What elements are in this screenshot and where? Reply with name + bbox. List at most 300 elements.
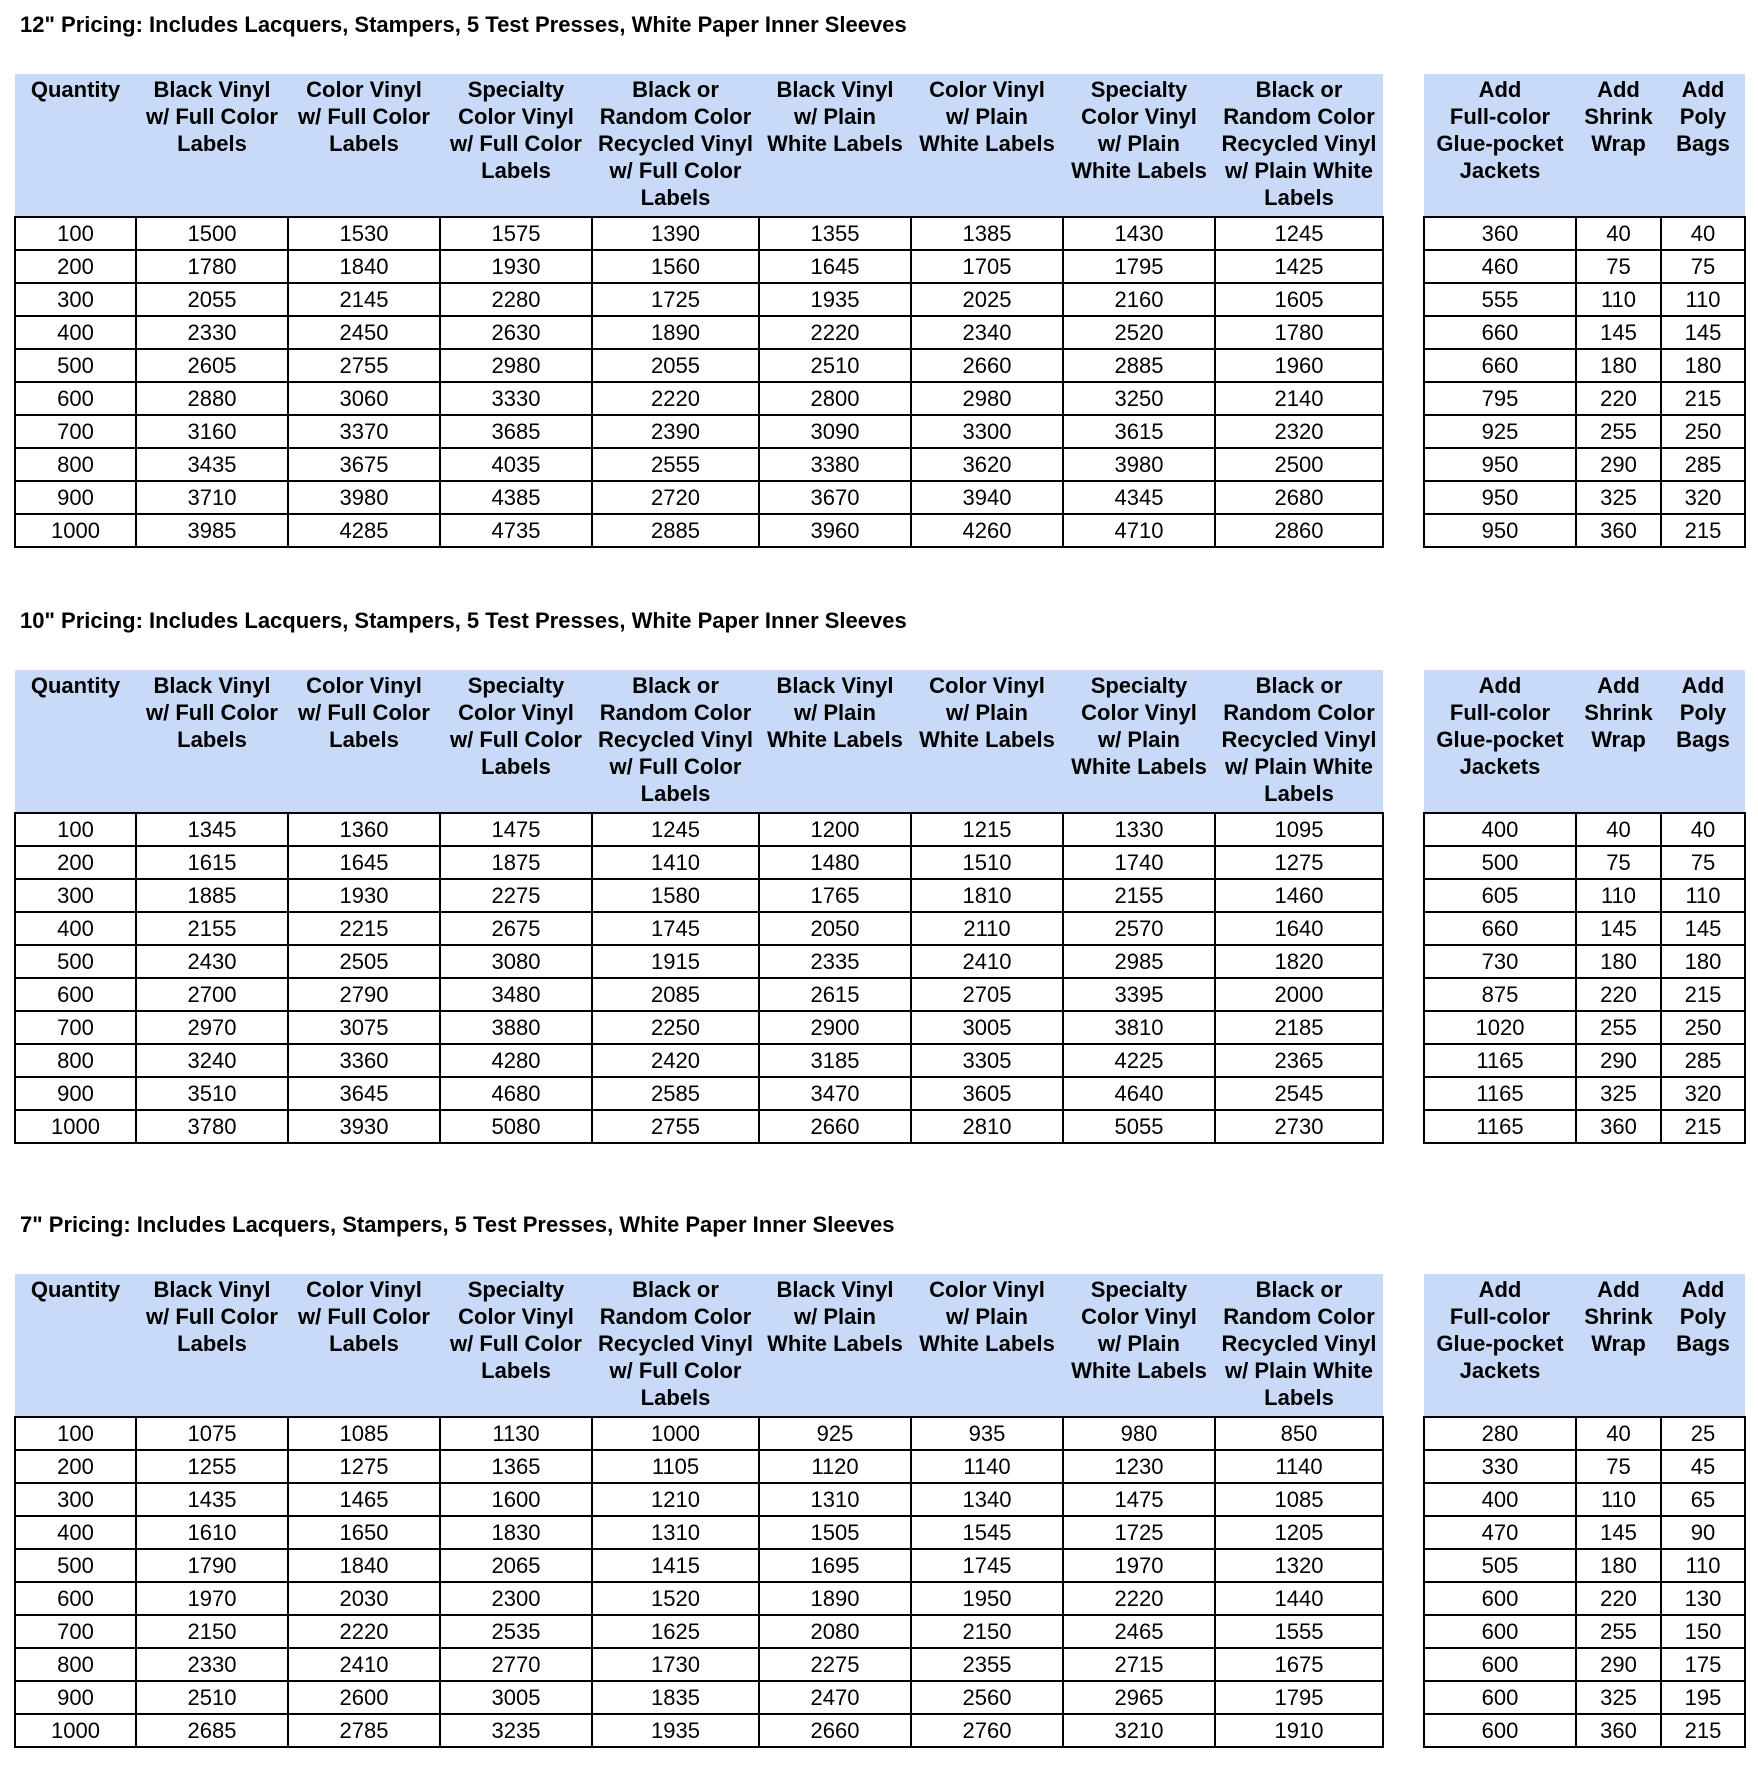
table-cell: 1210	[592, 1483, 759, 1516]
table-row	[1424, 283, 1745, 316]
table-cell: 2220	[1063, 1582, 1215, 1615]
table-row	[15, 283, 1383, 316]
table-cell: 1460	[1215, 879, 1383, 912]
table-row	[15, 813, 1383, 846]
table-cell: 1165	[1424, 1077, 1576, 1110]
table-cell: 3300	[911, 415, 1063, 448]
table-cell: 555	[1424, 283, 1576, 316]
table-cell: 280	[1424, 1417, 1576, 1450]
table-row	[15, 1044, 1383, 1077]
table-cell: 3480	[440, 978, 592, 1011]
table-cell: 400	[1424, 1483, 1576, 1516]
table-row	[1424, 1582, 1745, 1615]
table-cell: 2520	[1063, 316, 1215, 349]
table-row	[1424, 448, 1745, 481]
table-cell: 40	[1661, 217, 1745, 250]
table-row	[15, 945, 1383, 978]
table-cell: 660	[1424, 912, 1576, 945]
table-cell: 600	[15, 1582, 136, 1615]
column-header: Black Vinyl w/ Plain White Labels	[759, 74, 911, 217]
table-cell: 1430	[1063, 217, 1215, 250]
column-header: Black or Random Color Recycled Vinyl w/ Full Color Labels	[592, 1274, 759, 1417]
table-cell: 1255	[136, 1450, 288, 1483]
table-cell: 255	[1576, 415, 1661, 448]
table-cell: 2220	[288, 1615, 440, 1648]
table-cell: 200	[15, 846, 136, 879]
table-cell: 215	[1661, 978, 1745, 1011]
table-cell: 1310	[759, 1483, 911, 1516]
column-header: Add Shrink Wrap	[1576, 670, 1661, 813]
table-cell: 1640	[1215, 912, 1383, 945]
table-cell: 300	[15, 879, 136, 912]
table-cell: 1795	[1063, 250, 1215, 283]
table-cell: 1745	[592, 912, 759, 945]
table-cell: 2700	[136, 978, 288, 1011]
table-cell: 3810	[1063, 1011, 1215, 1044]
table-cell: 1000	[592, 1417, 759, 1450]
table-cell: 700	[15, 1615, 136, 1648]
table-cell: 2500	[1215, 448, 1383, 481]
table-cell: 2065	[440, 1549, 592, 1582]
addons-table	[1423, 1274, 1746, 1748]
table-cell: 75	[1576, 846, 1661, 879]
addons-table	[1423, 670, 1746, 1144]
table-cell: 3080	[440, 945, 592, 978]
table-cell: 40	[1576, 813, 1661, 846]
table-cell: 2055	[136, 283, 288, 316]
table-cell: 2085	[592, 978, 759, 1011]
table-cell: 4680	[440, 1077, 592, 1110]
table-cell: 215	[1661, 1714, 1745, 1747]
column-header: Add Full-color Glue-pocket Jackets	[1424, 74, 1576, 217]
table-cell: 150	[1661, 1615, 1745, 1648]
header-row	[15, 74, 1383, 217]
table-cell: 2630	[440, 316, 592, 349]
table-cell: 2450	[288, 316, 440, 349]
table-cell: 875	[1424, 978, 1576, 1011]
table-cell: 3985	[136, 514, 288, 547]
table-cell: 2680	[1215, 481, 1383, 514]
table-row	[1424, 1077, 1745, 1110]
table-row	[15, 1483, 1383, 1516]
table-cell: 1385	[911, 217, 1063, 250]
column-header: Specialty Color Vinyl w/ Full Color Labels	[440, 1274, 592, 1417]
table-cell: 1140	[1215, 1450, 1383, 1483]
table-cell: 2660	[759, 1110, 911, 1143]
table-cell: 1390	[592, 217, 759, 250]
table-row	[1424, 1417, 1745, 1450]
table-cell: 2185	[1215, 1011, 1383, 1044]
table-cell: 1810	[911, 879, 1063, 912]
table-cell: 605	[1424, 879, 1576, 912]
table-row	[1424, 250, 1745, 283]
table-cell: 2560	[911, 1681, 1063, 1714]
table-cell: 1505	[759, 1516, 911, 1549]
table-cell: 1645	[288, 846, 440, 879]
table-cell: 3930	[288, 1110, 440, 1143]
table-cell: 4280	[440, 1044, 592, 1077]
table-cell: 1555	[1215, 1615, 1383, 1648]
table-row	[1424, 1648, 1745, 1681]
table-cell: 800	[15, 1648, 136, 1681]
table-cell: 400	[15, 1516, 136, 1549]
table-row	[1424, 978, 1745, 1011]
table-cell: 935	[911, 1417, 1063, 1450]
table-row	[15, 448, 1383, 481]
table-cell: 90	[1661, 1516, 1745, 1549]
header-row	[1424, 1274, 1745, 1417]
table-cell: 285	[1661, 1044, 1745, 1077]
table-cell: 2790	[288, 978, 440, 1011]
table-cell: 145	[1661, 316, 1745, 349]
table-row	[1424, 514, 1745, 547]
column-header: Color Vinyl w/ Plain White Labels	[911, 1274, 1063, 1417]
table-cell: 2685	[136, 1714, 288, 1747]
table-cell: 1440	[1215, 1582, 1383, 1615]
table-cell: 110	[1576, 1483, 1661, 1516]
table-cell: 3060	[288, 382, 440, 415]
table-row	[15, 912, 1383, 945]
table-cell: 2300	[440, 1582, 592, 1615]
table-cell: 180	[1576, 349, 1661, 382]
table-row	[1424, 912, 1745, 945]
table-cell: 2355	[911, 1648, 1063, 1681]
table-cell: 2810	[911, 1110, 1063, 1143]
table-cell: 360	[1424, 217, 1576, 250]
table-cell: 2715	[1063, 1648, 1215, 1681]
table-cell: 1875	[440, 846, 592, 879]
column-header: Color Vinyl w/ Full Color Labels	[288, 670, 440, 813]
column-header: Black Vinyl w/ Full Color Labels	[136, 670, 288, 813]
table-cell: 5055	[1063, 1110, 1215, 1143]
table-cell: 1890	[592, 316, 759, 349]
table-cell: 1020	[1424, 1011, 1576, 1044]
table-cell: 500	[15, 945, 136, 978]
table-cell: 3620	[911, 448, 1063, 481]
table-cell: 285	[1661, 448, 1745, 481]
table-cell: 1130	[440, 1417, 592, 1450]
header-row	[1424, 670, 1745, 813]
table-cell: 1245	[1215, 217, 1383, 250]
table-cell: 3980	[1063, 448, 1215, 481]
column-header: Quantity	[15, 670, 136, 813]
table-cell: 3980	[288, 481, 440, 514]
table-cell: 75	[1661, 846, 1745, 879]
table-cell: 2430	[136, 945, 288, 978]
table-cell: 2050	[759, 912, 911, 945]
column-header: Add Full-color Glue-pocket Jackets	[1424, 670, 1576, 813]
table-cell: 360	[1576, 1714, 1661, 1747]
table-cell: 290	[1576, 1648, 1661, 1681]
table-cell: 660	[1424, 316, 1576, 349]
table-cell: 1625	[592, 1615, 759, 1648]
table-row	[1424, 481, 1745, 514]
column-header: Quantity	[15, 1274, 136, 1417]
table-cell: 2570	[1063, 912, 1215, 945]
table-cell: 65	[1661, 1483, 1745, 1516]
table-row	[15, 1450, 1383, 1483]
table-cell: 2510	[759, 349, 911, 382]
table-cell: 2510	[136, 1681, 288, 1714]
table-cell: 3160	[136, 415, 288, 448]
table-cell: 1725	[1063, 1516, 1215, 1549]
table-cell: 3670	[759, 481, 911, 514]
column-header: Black Vinyl w/ Plain White Labels	[759, 1274, 911, 1417]
column-header: Color Vinyl w/ Plain White Labels	[911, 74, 1063, 217]
column-header: Add Poly Bags	[1661, 1274, 1745, 1417]
table-cell: 1000	[15, 1110, 136, 1143]
table-cell: 215	[1661, 514, 1745, 547]
column-header: Specialty Color Vinyl w/ Plain White Labels	[1063, 1274, 1215, 1417]
table-cell: 220	[1576, 1582, 1661, 1615]
table-cell: 1165	[1424, 1044, 1576, 1077]
table-cell: 1915	[592, 945, 759, 978]
table-cell: 2755	[592, 1110, 759, 1143]
table-cell: 250	[1661, 1011, 1745, 1044]
table-cell: 3305	[911, 1044, 1063, 1077]
table-cell: 1095	[1215, 813, 1383, 846]
pricing-table	[14, 74, 1384, 548]
table-cell: 255	[1576, 1615, 1661, 1648]
table-cell: 2675	[440, 912, 592, 945]
table-cell: 1410	[592, 846, 759, 879]
table-cell: 1725	[592, 283, 759, 316]
table-cell: 1000	[15, 1714, 136, 1747]
table-cell: 2150	[136, 1615, 288, 1648]
table-cell: 4260	[911, 514, 1063, 547]
column-header: Add Shrink Wrap	[1576, 1274, 1661, 1417]
pricing-table	[14, 670, 1384, 1144]
table-cell: 320	[1661, 481, 1745, 514]
table-cell: 700	[15, 1011, 136, 1044]
table-cell: 2505	[288, 945, 440, 978]
table-cell: 2155	[136, 912, 288, 945]
table-cell: 2215	[288, 912, 440, 945]
table-cell: 1820	[1215, 945, 1383, 978]
section-title: 10" Pricing: Includes Lacquers, Stampers, 5 Test Presses, White Paper Inner Sleeves	[20, 608, 907, 633]
table-cell: 3880	[440, 1011, 592, 1044]
table-cell: 1970	[1063, 1549, 1215, 1582]
table-cell: 600	[1424, 1681, 1576, 1714]
table-cell: 2145	[288, 283, 440, 316]
column-header: Color Vinyl w/ Full Color Labels	[288, 1274, 440, 1417]
table-cell: 100	[15, 813, 136, 846]
table-cell: 1930	[440, 250, 592, 283]
table-cell: 145	[1576, 1516, 1661, 1549]
column-header: Specialty Color Vinyl w/ Full Color Labels	[440, 670, 592, 813]
table-cell: 320	[1661, 1077, 1745, 1110]
table-cell: 2900	[759, 1011, 911, 1044]
header-row	[15, 670, 1383, 813]
table-cell: 1480	[759, 846, 911, 879]
table-cell: 4735	[440, 514, 592, 547]
table-cell: 1650	[288, 1516, 440, 1549]
table-row	[15, 1615, 1383, 1648]
table-cell: 400	[1424, 813, 1576, 846]
table-cell: 4385	[440, 481, 592, 514]
table-cell: 1465	[288, 1483, 440, 1516]
table-cell: 180	[1576, 945, 1661, 978]
table-cell: 1105	[592, 1450, 759, 1483]
table-cell: 2760	[911, 1714, 1063, 1747]
table-row	[15, 879, 1383, 912]
table-row	[1424, 316, 1745, 349]
table-cell: 2365	[1215, 1044, 1383, 1077]
table-cell: 100	[15, 1417, 136, 1450]
table-cell: 2280	[440, 283, 592, 316]
table-cell: 3380	[759, 448, 911, 481]
table-cell: 2985	[1063, 945, 1215, 978]
table-cell: 1950	[911, 1582, 1063, 1615]
table-cell: 2555	[592, 448, 759, 481]
table-cell: 2410	[288, 1648, 440, 1681]
table-cell: 200	[15, 250, 136, 283]
table-row	[15, 1648, 1383, 1681]
table-cell: 4035	[440, 448, 592, 481]
table-cell: 1745	[911, 1549, 1063, 1582]
table-cell: 900	[15, 1681, 136, 1714]
table-cell: 1330	[1063, 813, 1215, 846]
table-cell: 3330	[440, 382, 592, 415]
table-cell: 215	[1661, 382, 1745, 415]
table-cell: 3780	[136, 1110, 288, 1143]
table-cell: 1890	[759, 1582, 911, 1615]
column-header: Add Shrink Wrap	[1576, 74, 1661, 217]
column-header: Specialty Color Vinyl w/ Plain White Labels	[1063, 74, 1215, 217]
table-cell: 1000	[15, 514, 136, 547]
table-cell: 1205	[1215, 1516, 1383, 1549]
table-cell: 3075	[288, 1011, 440, 1044]
table-cell: 3090	[759, 415, 911, 448]
table-cell: 200	[15, 1450, 136, 1483]
table-cell: 110	[1661, 283, 1745, 316]
table-cell: 2080	[759, 1615, 911, 1648]
table-cell: 195	[1661, 1681, 1745, 1714]
table-cell: 2880	[136, 382, 288, 415]
section-title: 12" Pricing: Includes Lacquers, Stampers, 5 Test Presses, White Paper Inner Sleeves	[20, 12, 907, 37]
table-row	[1424, 217, 1745, 250]
table-cell: 215	[1661, 1110, 1745, 1143]
table-cell: 2220	[759, 316, 911, 349]
table-cell: 3685	[440, 415, 592, 448]
table-cell: 900	[15, 1077, 136, 1110]
table-cell: 1360	[288, 813, 440, 846]
column-header: Add Poly Bags	[1661, 74, 1745, 217]
table-cell: 1830	[440, 1516, 592, 1549]
table-cell: 360	[1576, 514, 1661, 547]
table-cell: 1415	[592, 1549, 759, 1582]
table-cell: 2000	[1215, 978, 1383, 1011]
table-cell: 3240	[136, 1044, 288, 1077]
table-cell: 2410	[911, 945, 1063, 978]
table-cell: 2585	[592, 1077, 759, 1110]
table-cell: 1320	[1215, 1549, 1383, 1582]
table-cell: 1245	[592, 813, 759, 846]
table-cell: 2025	[911, 283, 1063, 316]
table-cell: 400	[15, 316, 136, 349]
table-cell: 2275	[440, 879, 592, 912]
table-cell: 980	[1063, 1417, 1215, 1450]
table-row	[15, 217, 1383, 250]
table-cell: 145	[1576, 912, 1661, 945]
table-cell: 2055	[592, 349, 759, 382]
table-cell: 1340	[911, 1483, 1063, 1516]
table-cell: 100	[15, 217, 136, 250]
table-cell: 2800	[759, 382, 911, 415]
table-cell: 1695	[759, 1549, 911, 1582]
table-cell: 75	[1576, 250, 1661, 283]
table-row	[15, 1077, 1383, 1110]
table-cell: 950	[1424, 481, 1576, 514]
table-cell: 1765	[759, 879, 911, 912]
table-cell: 2730	[1215, 1110, 1383, 1143]
table-cell: 2660	[911, 349, 1063, 382]
table-row	[1424, 945, 1745, 978]
table-row	[15, 1011, 1383, 1044]
table-cell: 2150	[911, 1615, 1063, 1648]
table-row	[15, 514, 1383, 547]
table-cell: 1425	[1215, 250, 1383, 283]
table-cell: 3185	[759, 1044, 911, 1077]
table-cell: 1165	[1424, 1110, 1576, 1143]
table-cell: 2465	[1063, 1615, 1215, 1648]
table-row	[15, 1516, 1383, 1549]
table-cell: 1475	[1063, 1483, 1215, 1516]
table-cell: 300	[15, 283, 136, 316]
table-row	[1424, 1549, 1745, 1582]
table-cell: 1615	[136, 846, 288, 879]
table-cell: 2160	[1063, 283, 1215, 316]
table-row	[1424, 1615, 1745, 1648]
table-row	[15, 1110, 1383, 1143]
table-row	[15, 349, 1383, 382]
table-cell: 3645	[288, 1077, 440, 1110]
table-cell: 3510	[136, 1077, 288, 1110]
column-header: Specialty Color Vinyl w/ Plain White Labels	[1063, 670, 1215, 813]
table-cell: 950	[1424, 514, 1576, 547]
table-row	[1424, 1681, 1745, 1714]
table-cell: 3370	[288, 415, 440, 448]
table-cell: 3675	[288, 448, 440, 481]
table-cell: 1200	[759, 813, 911, 846]
table-cell: 800	[15, 1044, 136, 1077]
table-cell: 2770	[440, 1648, 592, 1681]
column-header: Color Vinyl w/ Full Color Labels	[288, 74, 440, 217]
table-cell: 1355	[759, 217, 911, 250]
table-row	[1424, 1516, 1745, 1549]
table-cell: 1475	[440, 813, 592, 846]
table-cell: 1085	[1215, 1483, 1383, 1516]
column-header: Quantity	[15, 74, 136, 217]
table-cell: 2720	[592, 481, 759, 514]
table-cell: 3710	[136, 481, 288, 514]
table-cell: 4710	[1063, 514, 1215, 547]
table-cell: 500	[15, 1549, 136, 1582]
column-header: Black Vinyl w/ Full Color Labels	[136, 74, 288, 217]
table-cell: 700	[15, 415, 136, 448]
table-cell: 3470	[759, 1077, 911, 1110]
table-cell: 1730	[592, 1648, 759, 1681]
table-cell: 1840	[288, 1549, 440, 1582]
table-cell: 330	[1424, 1450, 1576, 1483]
table-row	[15, 481, 1383, 514]
table-cell: 3360	[288, 1044, 440, 1077]
table-cell: 2705	[911, 978, 1063, 1011]
table-cell: 325	[1576, 1681, 1661, 1714]
table-row	[15, 1714, 1383, 1747]
table-cell: 1740	[1063, 846, 1215, 879]
table-cell: 600	[1424, 1582, 1576, 1615]
